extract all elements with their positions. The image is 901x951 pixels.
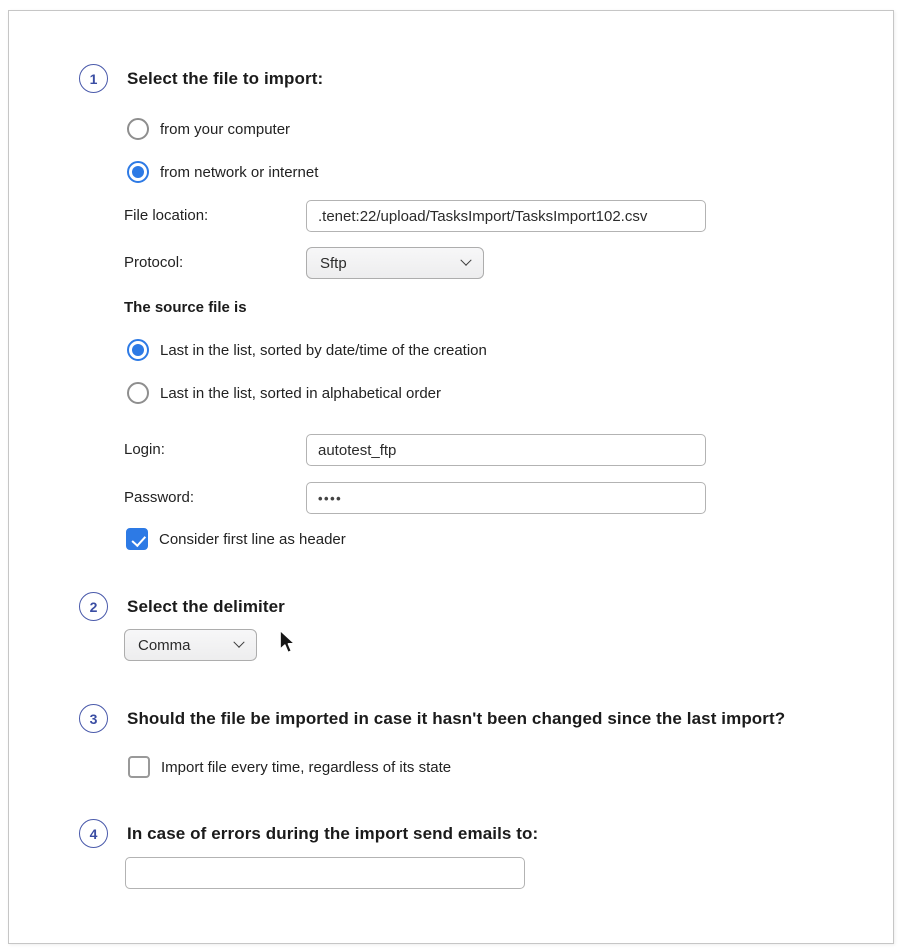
- password-input[interactable]: [306, 482, 706, 514]
- checkbox-unchecked-icon[interactable]: [128, 756, 150, 778]
- radio-icon[interactable]: [127, 382, 149, 404]
- step-4-header: [79, 819, 538, 848]
- login-label: Login:: [124, 441, 165, 458]
- radio-label: Last in the list, sorted in alphabetical order: [160, 384, 441, 402]
- step-2-title: Select the delimiter: [127, 596, 285, 616]
- step-1-header: [79, 64, 323, 93]
- radio-selected-icon[interactable]: [127, 339, 149, 361]
- radio-from-your-computer[interactable]: [127, 118, 290, 140]
- file-location-label: File location:: [124, 207, 209, 224]
- protocol-select[interactable]: [306, 247, 484, 279]
- radio-sorted-by-datetime[interactable]: [127, 339, 487, 361]
- delimiter-select-value: Comma: [138, 636, 191, 654]
- password-label: Password:: [124, 489, 195, 506]
- mouse-cursor: [275, 628, 299, 656]
- step-2-header: [79, 592, 285, 621]
- radio-label: from network or internet: [160, 163, 319, 181]
- checkbox-import-every-time[interactable]: [128, 756, 451, 778]
- step-3-title: Should the file be imported in case it hasn't been changed since the last import?: [127, 708, 786, 728]
- delimiter-select[interactable]: [124, 629, 257, 661]
- file-location-input[interactable]: [306, 200, 706, 232]
- step-2-number-badge: 2: [79, 592, 108, 621]
- import-settings-panel: [8, 10, 894, 944]
- checkbox-first-line-header[interactable]: [126, 528, 346, 550]
- login-input[interactable]: [306, 434, 706, 466]
- radio-label: from your computer: [160, 120, 291, 138]
- chevron-down-icon: [233, 637, 244, 648]
- checkbox-label: Consider first line as header: [159, 530, 346, 548]
- protocol-select-value: Sftp: [320, 254, 347, 272]
- step-3-number-badge: 3: [79, 704, 108, 733]
- protocol-label: Protocol:: [124, 254, 184, 271]
- radio-label: Last in the list, sorted by date/time of the creation: [160, 341, 487, 359]
- radio-from-network-or-internet[interactable]: [127, 161, 318, 183]
- step-3-header: [79, 704, 785, 733]
- radio-selected-icon[interactable]: [127, 161, 149, 183]
- error-emails-input[interactable]: [125, 857, 525, 889]
- step-4-title: In case of errors during the import send emails to:: [127, 823, 539, 843]
- radio-sorted-alphabetical[interactable]: [127, 382, 441, 404]
- chevron-down-icon: [460, 255, 471, 266]
- step-4-number-badge: 4: [79, 819, 108, 848]
- source-file-heading: The source file is: [124, 299, 247, 316]
- checkbox-label: Import file every time, regardless of its state: [161, 758, 452, 776]
- checkbox-checked-icon[interactable]: [126, 528, 148, 550]
- step-1-number-badge: 1: [79, 64, 108, 93]
- step-1-title: Select the file to import:: [127, 68, 324, 88]
- radio-icon[interactable]: [127, 118, 149, 140]
